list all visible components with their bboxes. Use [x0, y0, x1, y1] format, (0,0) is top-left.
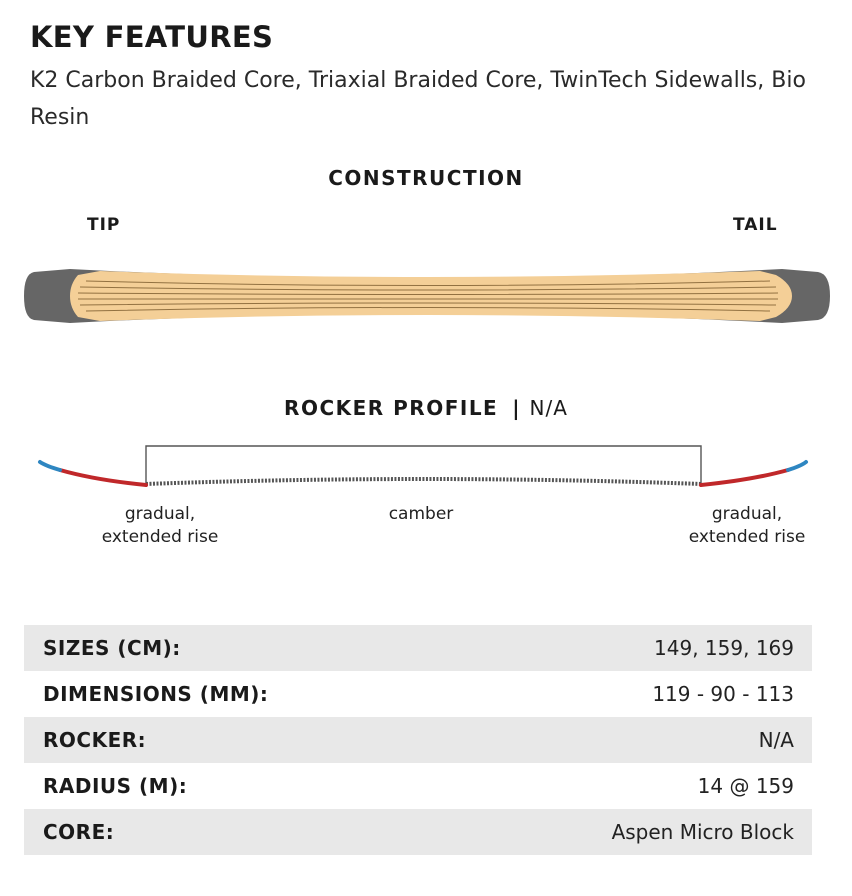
tip-label: TIP	[87, 215, 121, 235]
spec-row-core	[24, 809, 812, 855]
ski-core	[70, 271, 792, 321]
tail-label: TAIL	[733, 215, 778, 235]
construction-title: CONSTRUCTION	[328, 166, 524, 190]
left-rise	[60, 470, 146, 485]
rocker-profile-value: N/A	[529, 396, 568, 420]
right-rise-caption-line1: gradual,	[711, 504, 783, 524]
rocker-profile-heading: ROCKER PROFILE	[284, 396, 499, 420]
spec-label: SIZES (CM):	[43, 636, 181, 660]
key-features-title: KEY FEATURES	[30, 20, 274, 54]
camber-caption: camber	[388, 504, 454, 524]
right-rise-caption-line2: extended rise	[688, 527, 806, 547]
left-tip	[40, 462, 60, 470]
spec-row-sizes	[24, 625, 812, 671]
spec-row-dimensions	[24, 671, 812, 717]
spec-row-rocker	[24, 717, 812, 763]
spec-label: ROCKER:	[43, 728, 147, 752]
spec-value: 149, 159, 169	[654, 636, 794, 660]
right-tip	[788, 462, 806, 470]
camber-base	[146, 479, 701, 484]
spec-label: RADIUS (M):	[43, 774, 188, 798]
rocker-profile-separator: |	[512, 396, 520, 420]
right-rise	[701, 470, 788, 485]
rocker-profile-diagram	[0, 440, 852, 500]
right-rise-caption	[647, 503, 847, 549]
spec-label: CORE:	[43, 820, 115, 844]
spec-value: Aspen Micro Block	[611, 820, 794, 844]
spec-row-radius	[24, 763, 812, 809]
ski-construction-diagram	[0, 262, 852, 332]
left-rise-caption-line1: gradual,	[124, 504, 196, 524]
spec-value: 14 @ 159	[697, 774, 794, 798]
specs-table	[24, 625, 812, 855]
spec-value: 119 - 90 - 113	[652, 682, 794, 706]
rocker-profile-title	[0, 396, 852, 420]
left-rise-caption	[60, 503, 260, 549]
key-features-text: K2 Carbon Braided Core, Triaxial Braided Core, TwinTech Sidewalls, Bio Resin	[30, 68, 806, 130]
left-rise-caption-line2: extended rise	[101, 527, 219, 547]
spec-label: DIMENSIONS (MM):	[43, 682, 269, 706]
spec-value: N/A	[758, 728, 794, 752]
